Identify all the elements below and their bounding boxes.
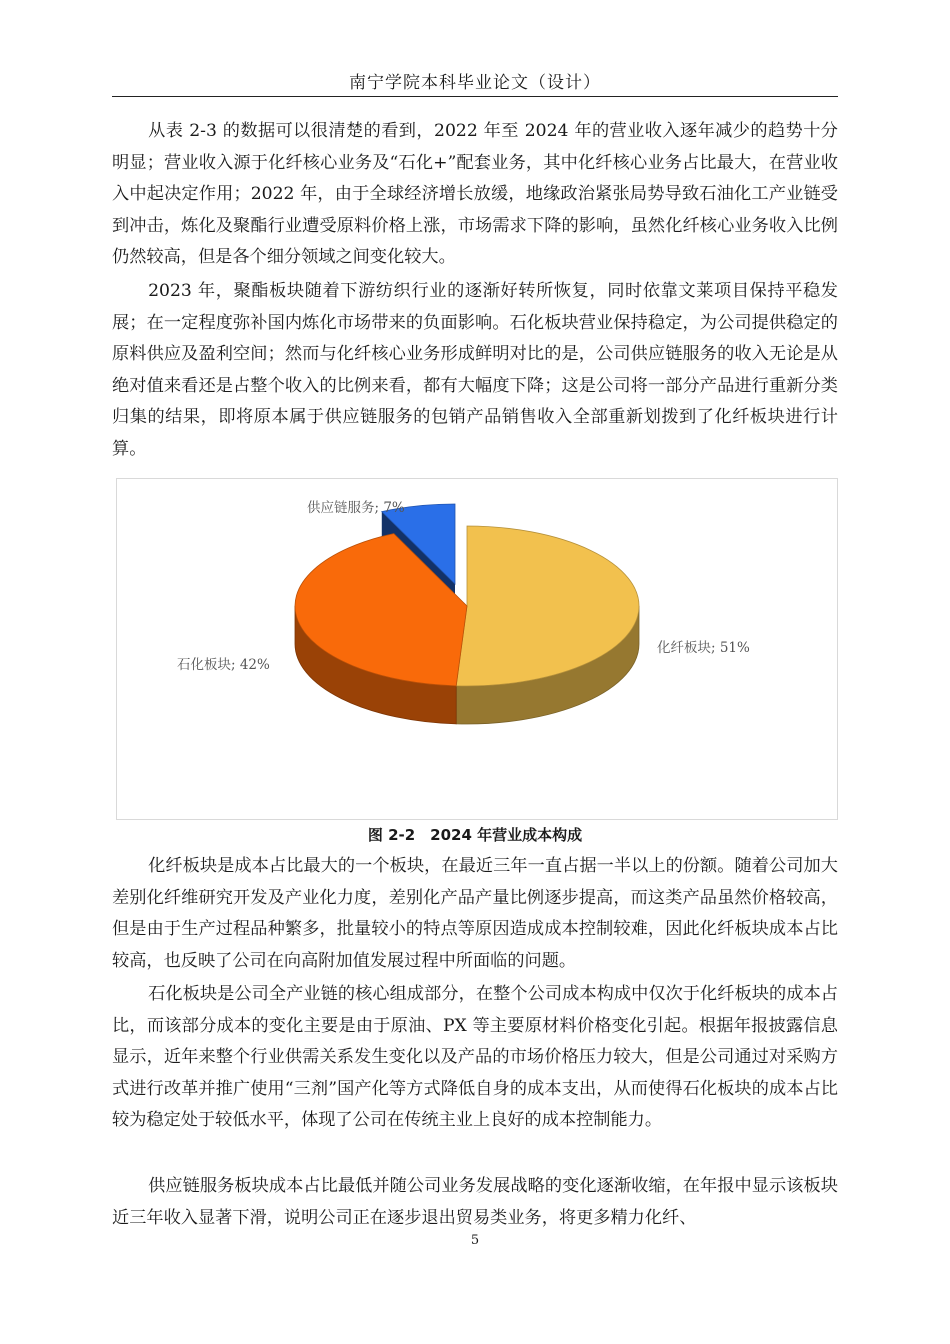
paragraph-1: 从表 2-3 的数据可以很清楚的看到，2022 年至 2024 年的营业收入逐年减少的趋势十分明显；营业收入源于化纤核心业务及“石化+”配套业务，其中化纤核心业务占比最大，在营业收入中起决定作用；2022 年，由于全球经济增长放缓，地缘政治紧张局势导致石油化工产业链受到冲击，炼化及聚酯行业遭受原料价格上涨，市场需求下降的影响，虽然化纤核心业务收入比例仍然较高，但是各个细分领域之间变化较大。 bbox=[112, 121, 838, 268]
paragraph-5: 供应链服务板块成本占比最低并随公司业务发展战略的变化逐渐收缩，在年报中显示该板块近三年收入显著下滑，说明公司正在逐步退出贸易类业务，将更多精力化纤、 bbox=[112, 1176, 838, 1228]
paragraph-3: 化纤板块是成本占比最大的一个板块，在最近三年一直占据一半以上的份额。随着公司加大差别化纤维研究开发及产业化力度，差别化产品产量比例逐步提高，而这类产品虽然价格较高，但是由于生产过程品种繁多，批量较小的特点等原因造成成本控制较难，因此化纤板块成本占比较高，也反映了公司在向高附加值发展过程中所面临的问题。 bbox=[112, 856, 838, 971]
figure-caption: 图 2-2 2024 年营业成本构成 bbox=[367, 826, 583, 844]
header-rule bbox=[112, 96, 838, 97]
pie-tops bbox=[295, 504, 639, 686]
paragraph-4: 石化板块是公司全产业链的核心组成部分，在整个公司成本构成中仅次于化纤板块的成本占比，而该部分成本的变化主要是由于原油、PX 等主要原材料价格变化引起。根据年报披露信息显示，近年来整个行业供需关系发生变化以及产品的市场价格压力较大，但是公司通过对采购方式进行改革并推广使用“三剂”国产化等方式降低自身的成本支出，从而使得石化板块的成本占比较为稳定处于较低水平，体现了公司在传统主业上良好的成本控制能力。 bbox=[112, 984, 838, 1131]
page-header: 南宁学院本科毕业论文（设计） bbox=[349, 73, 601, 93]
pie-label-1: 石化板块; 42% bbox=[177, 657, 270, 673]
page-number: 5 bbox=[470, 1233, 480, 1248]
paragraph-2: 2023 年，聚酯板块随着下游纺织行业的逐渐好转所恢复，同时依靠文莱项目保持平稳发展；在一定程度弥补国内炼化市场带来的负面影响。石化板块营业保持稳定，为公司提供稳定的原料供应及盈利空间；然而与化纤核心业务形成鲜明对比的是，公司供应链服务的收入无论是从绝对值来看还是占整个收入的比例来看，都有大幅度下降；这是公司将一部分产品进行重新分类归集的结果，即将原本属于供应链服务的包销产品销售收入全部重新划拨到了化纤板块进行计算。 bbox=[112, 281, 838, 459]
pie-chart-frame bbox=[116, 478, 838, 820]
pie-label-2: 供应链服务; 7% bbox=[307, 500, 405, 516]
pie-label-0: 化纤板块; 51% bbox=[657, 640, 750, 656]
pie-chart bbox=[117, 479, 837, 819]
